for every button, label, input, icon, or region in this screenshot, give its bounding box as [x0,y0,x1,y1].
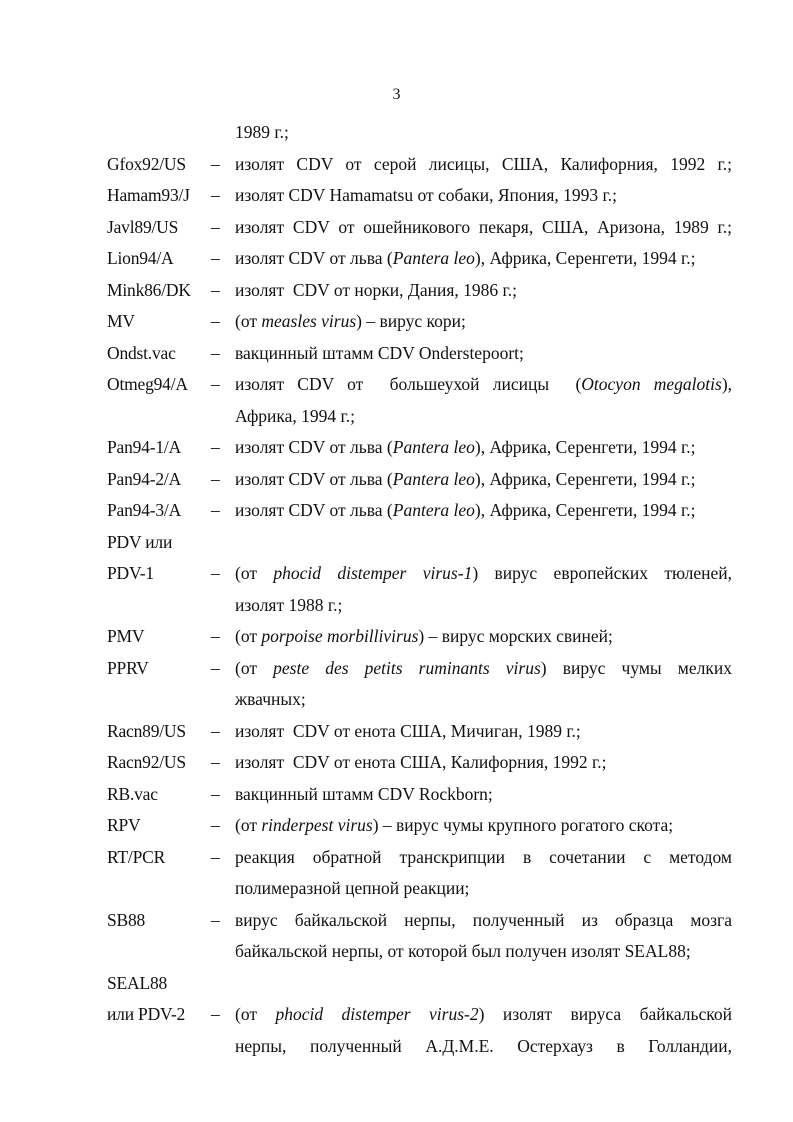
latin-name: rinderpest virus [261,815,373,835]
abbreviation: SB88 [107,909,146,930]
abbreviation: Otmeg94/A [107,374,188,394]
definition-text: изолят CDV от льва ( [235,437,393,457]
definition-text: ) – вирус морских свиней; [418,626,613,646]
list-item [107,212,732,244]
list-item [107,432,732,464]
definition: вакцинный штамм CDV Onderstepoort; [235,342,524,363]
definition [235,558,732,590]
definition [235,369,732,401]
abbreviation: Racn89/US [107,720,186,741]
latin-name: Pantera leo [392,437,475,457]
definition: изолят CDV от енота США, Мичиган, 1989 г.; [235,720,581,741]
dash: – [211,437,220,457]
definition [235,464,732,496]
definition: изолят CDV Hamamatsu от собаки, Япония, 1993 г.; [235,185,617,205]
latin-name: porpoise morbillivirus [261,626,419,646]
definition [235,243,732,275]
abbreviation: RB.vac [107,783,158,804]
definition: вакцинный штамм CDV Rockborn; [235,783,493,804]
list-item [107,558,732,590]
list-item [107,653,732,685]
list-item [107,999,732,1031]
definition-text: ) вирус европейских тюленей, [472,563,732,583]
definition-text: ) вирус чумы мелких [540,657,732,678]
definition [235,999,732,1031]
definition-text: изолят CDV от льва ( [235,500,393,520]
abbreviation: SEAL88 [107,972,168,993]
abbreviation: Racn92/US [107,752,186,772]
latin-name: phocid distemper virus-1 [273,563,473,583]
abbreviation: PPRV [107,657,149,678]
dash: – [211,342,220,363]
definition [235,306,732,338]
dash: – [211,248,220,268]
definition-text: изолят CDV от большеухой лисицы ( [235,374,582,394]
definition-text: ), [721,374,733,394]
definition [235,621,732,653]
definition-text: (от [235,626,262,646]
dash: – [211,657,220,678]
definition-continuation: нерпы, полученный А.Д.М.Е. Остерхауз в Голландии, [235,1035,732,1056]
dash: – [211,374,220,394]
definition-text: (от [235,657,274,678]
dash: – [211,846,220,867]
list-item-continuation [235,684,732,716]
abbreviation: Pan94-2/A [107,468,182,489]
list-item [107,968,732,1000]
dash: – [211,815,220,835]
abbreviation: Ondst.vac [107,342,176,363]
definition-text: изолят CDV от льва ( [235,248,393,268]
dash: – [211,185,220,205]
list-item [107,369,732,401]
definition: вирус байкальской нерпы, полученный из образца мозга [235,909,732,930]
abbreviation: Pan94-3/A [107,500,182,520]
latin-name: Otocyon megalotis [581,374,722,394]
list-item-continuation [235,590,732,622]
abbreviation: Mink86/DK [107,279,191,300]
list-item [107,464,732,496]
dash: – [211,626,220,646]
abbreviation: Gfox92/US [107,153,186,174]
abbreviation: PDV-1 [107,563,154,583]
definition-continuation: полимеразной цепной реакции; [235,878,470,898]
definition: изолят CDV от енота США, Калифорния, 1992 г.; [235,752,607,772]
page-number: 3 [392,86,401,103]
list-item [107,243,732,275]
abbreviation: MV [107,311,135,331]
definition: 1989 г.; [235,122,289,142]
dash: – [211,563,220,583]
definition-continuation: изолят 1988 г.; [235,594,343,615]
list-item-continuation [235,1031,732,1063]
definition-text: ), Африка, Серенгети, 1994 г.; [474,437,696,457]
abbreviation: или PDV-2 [107,1004,186,1024]
list-item [107,306,732,338]
definition: изолят CDV от серой лисицы, США, Калифорния, 1992 г.; [235,153,732,174]
abbreviation-list [107,117,732,1062]
abbreviation: Pan94-1/A [107,437,182,457]
definition-text: (от [235,815,262,835]
definition-text: ) – вирус чумы крупного рогатого скота; [372,815,674,835]
abbreviation: RPV [107,815,141,835]
list-item [107,495,732,527]
definition-text: (от [235,1004,276,1024]
dash: – [211,752,220,772]
latin-name: Pantera leo [392,500,475,520]
list-item [107,905,732,937]
list-item-continuation [235,401,732,433]
dash: – [211,468,220,489]
definition: изолят CDV от ошейникового пекаря, США, Аризона, 1989 г.; [235,216,732,237]
definition-continuation: Африка, 1994 г.; [235,405,355,426]
definition-continuation: жвачных; [235,689,306,709]
dash: – [211,909,220,930]
definition: реакция обратной транскрипции в сочетании с методом [235,846,732,867]
list-item [107,716,732,748]
latin-name: phocid distemper virus-2 [275,1004,479,1024]
latin-name: peste des petits ruminants virus [273,657,541,678]
abbreviation: PMV [107,626,145,646]
definition-text: (от [235,311,262,331]
dash: – [211,500,220,520]
list-item [107,810,732,842]
definition [235,432,732,464]
definition-text: ), Африка, Серенгети, 1994 г.; [474,248,696,268]
dash: – [211,783,220,804]
abbreviation: Lion94/A [107,248,174,268]
definition [235,653,732,685]
latin-name: Pantera leo [392,248,475,268]
dash: – [211,279,220,300]
list-item-continuation [235,873,732,905]
list-item-continuation [235,936,732,968]
latin-name: Pantera leo [392,468,475,489]
list-item [107,842,732,874]
dash: – [211,720,220,741]
abbreviation: Javl89/US [107,216,179,237]
definition-text: ), Африка, Серенгети, 1994 г.; [474,500,696,520]
list-item [107,338,732,370]
definition-text: (от [235,563,274,583]
list-item [107,275,732,307]
list-item [107,747,732,779]
dash: – [211,153,220,174]
definition-text: ) изолят вируса байкальской [478,1004,732,1024]
definition: изолят CDV от норки, Дания, 1986 г.; [235,279,517,300]
abbreviation: PDV или [107,531,173,552]
abbreviation: Hamam93/J [107,185,190,205]
dash: – [211,311,220,331]
definition-continuation: байкальской нерпы, от которой был получен изолят SEAL88; [235,941,691,961]
definition [235,810,732,842]
definition-text: изолят CDV от льва ( [235,468,393,489]
definition-text: ) – вирус кори; [356,311,466,331]
list-item [107,149,732,181]
abbreviation: RT/PCR [107,846,166,867]
dash: – [211,216,220,237]
definition-text: ), Африка, Серенгети, 1994 г.; [474,468,696,489]
dash: – [211,1004,220,1024]
list-item [107,779,732,811]
latin-name: measles virus [261,311,357,331]
list-item [107,117,732,149]
definition [235,495,732,527]
list-item [107,527,732,559]
list-item [107,621,732,653]
list-item [107,180,732,212]
